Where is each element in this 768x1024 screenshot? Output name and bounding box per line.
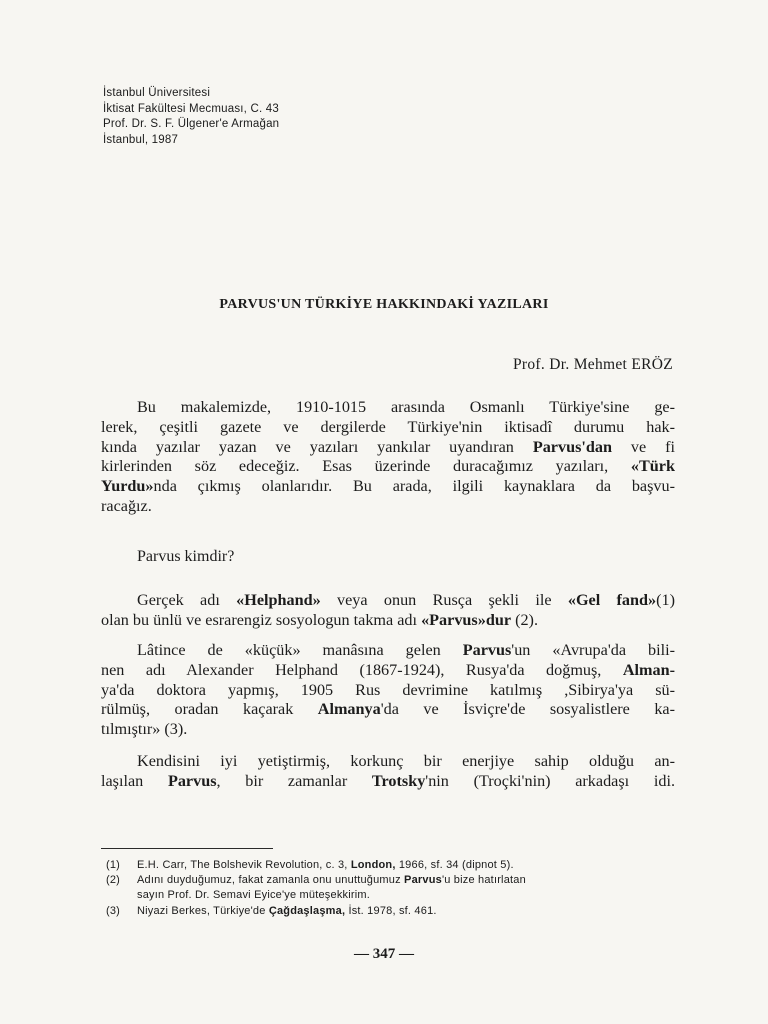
- footnote-number: (3): [106, 904, 121, 917]
- footnote-text: Adını duyduğumuz, fakat zamanla onu unuttuğumuz Parvus'u bize hatırlatan: [137, 874, 526, 887]
- paragraph-intro: [101, 398, 675, 517]
- article-author: Prof. Dr. Mehmet ERÖZ: [513, 356, 673, 373]
- text-line: olan bu ünlü ve esrarengiz sosyologun takma adı «Parvus»dur (2).: [101, 610, 538, 629]
- text-line: Bu makalemizde, 1910-1015 arasında Osmanlı Türkiye'sine ge-: [137, 398, 675, 416]
- text-line: Lâtince de «küçük» manâsına gelen Parvus'un «Avrupa'da bili-: [137, 641, 675, 659]
- footnote-1: [106, 858, 526, 873]
- paragraph-real-name: [101, 591, 675, 631]
- section-heading: Parvus kimdir?: [137, 548, 235, 565]
- text-line: nen adı Alexander Helphand (1867-1924), Rusya'da doğmuş, Alman-: [101, 660, 675, 679]
- paragraph-trotsky: [101, 752, 675, 792]
- text-line: ya'da doktora yapmış, 1905 Rus devrimine katılmış ,Sibirya'ya sü-: [101, 680, 675, 699]
- footnote-number: (1): [106, 859, 121, 871]
- paragraph-biography: [101, 641, 675, 740]
- footnote-text: Niyazi Berkes, Türkiye'de Çağdaşlaşma, İst. 1978, sf. 461.: [137, 904, 437, 917]
- footnotes: [106, 858, 526, 919]
- text-line: lerek, çeşitli gazete ve dergilerde Türkiye'nin iktisadî durumu hak-: [101, 417, 675, 436]
- footnote-divider: [101, 848, 273, 849]
- text-line: laşılan Parvus, bir zamanlar Trotsky'nin (Troçki'nin) arkadaşı idi.: [101, 771, 675, 790]
- page-number: — 347 —: [354, 946, 414, 962]
- text-line: rülmüş, oradan kaçarak Almanya'da ve İsviçre'de sosyalistlere ka-: [101, 700, 675, 719]
- text-line: Yurdu»nda çıkmış olanlarıdır. Bu arada, ilgili kaynaklara da başvu-: [101, 477, 675, 496]
- text-line: tılmıştır» (3).: [101, 720, 188, 739]
- article-title: PARVUS'UN TÜRKİYE HAKKINDAKİ YAZILARI: [219, 297, 549, 312]
- journal-masthead: [103, 86, 279, 148]
- text-line: Gerçek adı «Helphand» veya onun Rusça şekli ile «Gel fand»(1): [137, 591, 675, 609]
- masthead-university: İstanbul Üniversitesi: [103, 87, 211, 99]
- text-line: kında yazılar yazan ve yazıları yankılar uyandıran Parvus'dan ve fi: [101, 437, 676, 456]
- masthead-festschrift: Prof. Dr. S. F. Ülgener'e Armağan: [103, 118, 280, 130]
- footnote-3: [106, 904, 526, 919]
- masthead-place-year: İstanbul, 1987: [103, 133, 179, 146]
- footnote-2-continuation: sayın Prof. Dr. Semavi Eyice'ye müteşekkirim.: [137, 889, 370, 902]
- footnote-2: [106, 873, 526, 888]
- masthead-journal: İktisat Fakültesi Mecmuası, C. 43: [103, 102, 279, 115]
- footnote-text: E.H. Carr, The Bolshevik Revolution, c. 3, London, 1966, sf. 34 (dipnot 5).: [137, 859, 514, 871]
- text-line: Kendisini iyi yetiştirmiş, korkunç bir enerjiye sahip olduğu an-: [137, 752, 675, 770]
- footnote-number: (2): [106, 874, 121, 887]
- text-line: kirlerinden söz edeceğiz. Esas üzerinde duracağımız yazıları, «Türk: [101, 457, 675, 476]
- text-line: racağız.: [101, 496, 152, 515]
